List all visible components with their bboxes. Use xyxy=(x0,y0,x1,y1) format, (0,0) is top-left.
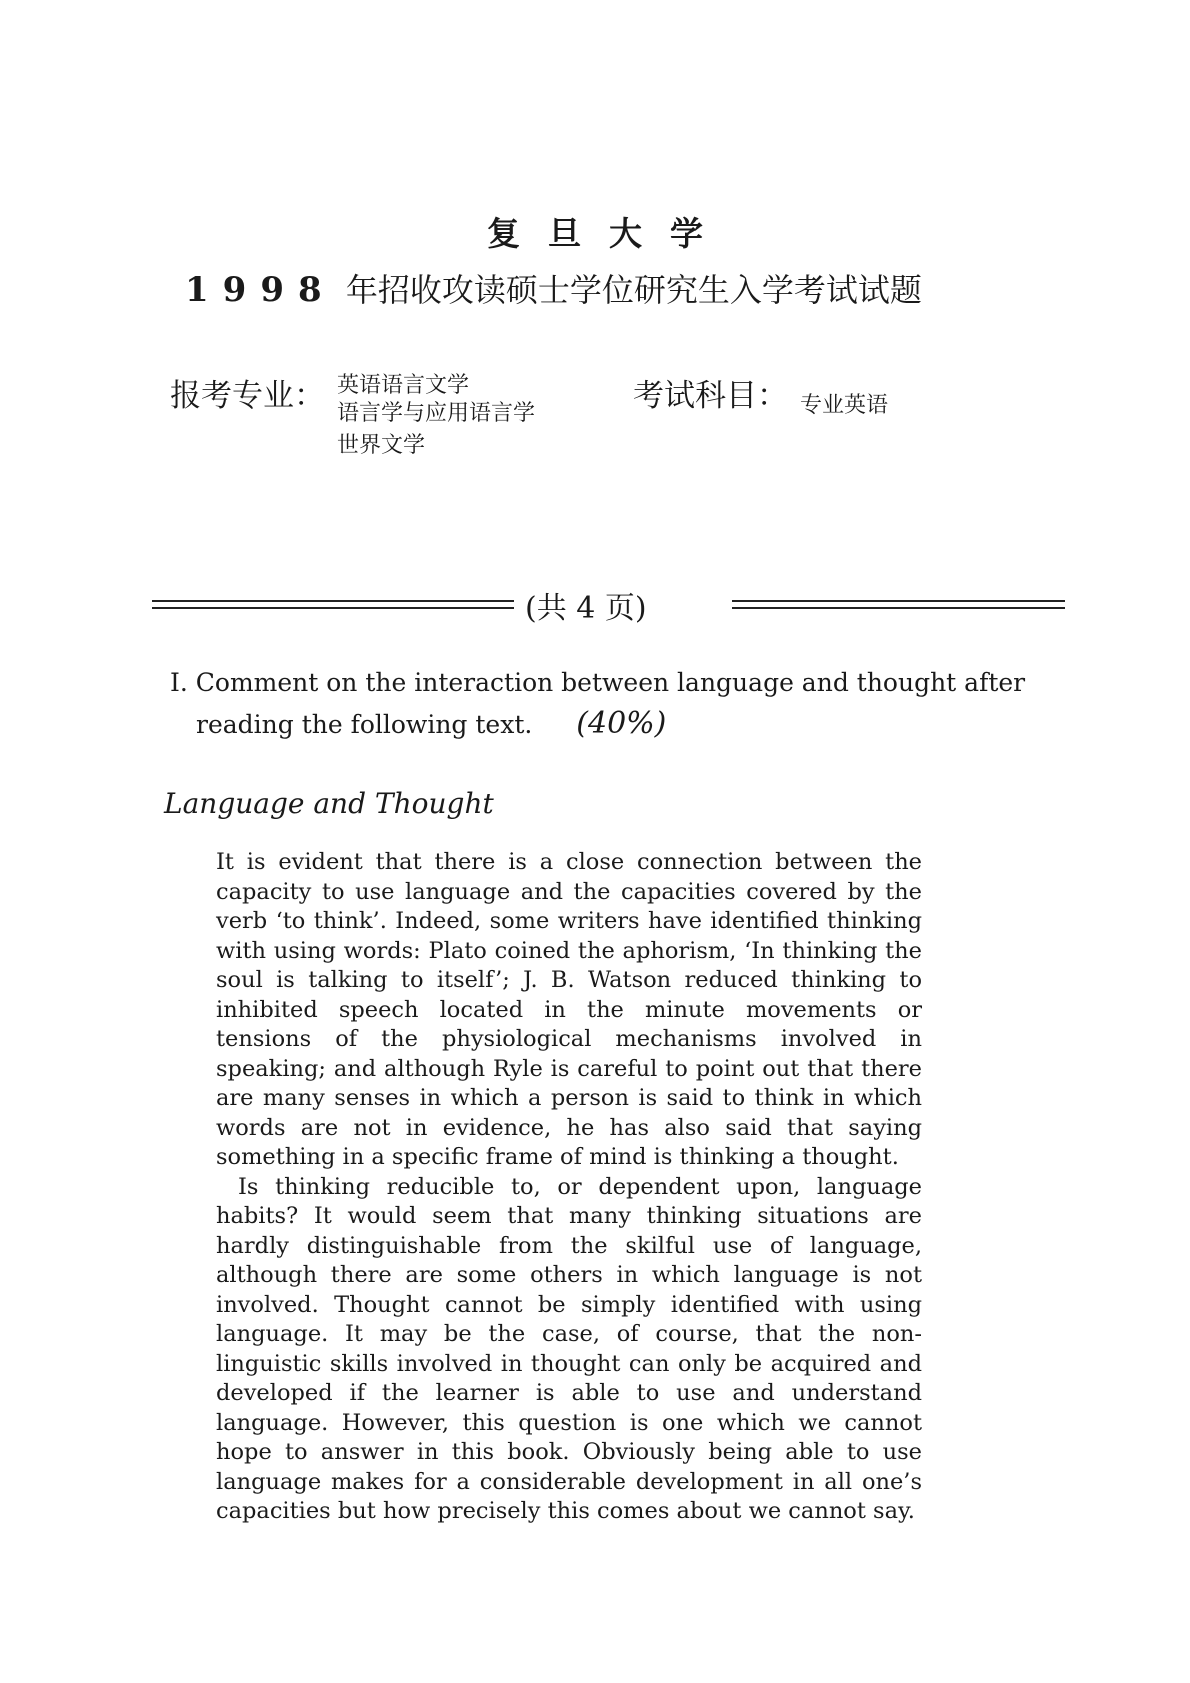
passage-paragraph: It is evident that there is a close connection between the capacity to use language and the capacities covered by the verb ‘to think’. Indeed, some writers have identified thinking with using words: Plato coined the aphorism, ‘In thinking the soul is talking to itself’; J. B. Watson reduced thinking to inhibited speech located in the minute movements or tensions of the physiological mechanisms involved in speaking; and although Ryle is careful to point out that there are many senses in which a person is said to think in which words are not in evidence, he has also said that saying something in a specific frame of mind is thinking a thought. xyxy=(216,849,922,1170)
page-count: (共 4 页) xyxy=(525,591,647,626)
university-name: 复旦大学 xyxy=(487,214,731,253)
question-prompt-continued xyxy=(196,706,666,741)
passage-paragraph: Is thinking reducible to, or dependent upon, language habits? It would seem that many thinking situations are hardly distinguishable from the skilful use of language, although there are some others in which language is not involved. Thought cannot be simply identified with using language. It may be the case, of course, that the non-linguistic skills involved in thought can only be acquired and developed if the learner is able to use and understand language. However, this question is one which we cannot hope to answer in this book. Obviously being able to use language makes for a considerable development in all one’s capacities but how precisely this comes about we cannot say. xyxy=(216,1173,922,1524)
question-score: (40%) xyxy=(576,706,667,741)
major-label: 报考专业： xyxy=(170,378,325,414)
major-item: 世界文学 xyxy=(337,433,426,458)
exam-title xyxy=(185,265,922,311)
exam-year: 1998 xyxy=(185,270,336,310)
divider-right xyxy=(732,600,1065,609)
major-item: 语言学与应用语言学 xyxy=(337,401,536,426)
major-item: 英语语言文学 xyxy=(337,373,470,398)
exam-title-text: 年招收攻读硕士学位研究生入学考试试题 xyxy=(345,271,922,309)
passage-title: Language and Thought xyxy=(164,787,494,820)
question-prompt-text: reading the following text. xyxy=(196,710,533,739)
subject-value: 专业英语 xyxy=(800,393,889,418)
passage-body xyxy=(216,848,922,1527)
divider-left xyxy=(152,600,514,609)
subject-label: 考试科目： xyxy=(633,378,788,414)
question-prompt: I. Comment on the interaction between language and thought after xyxy=(170,668,1026,697)
